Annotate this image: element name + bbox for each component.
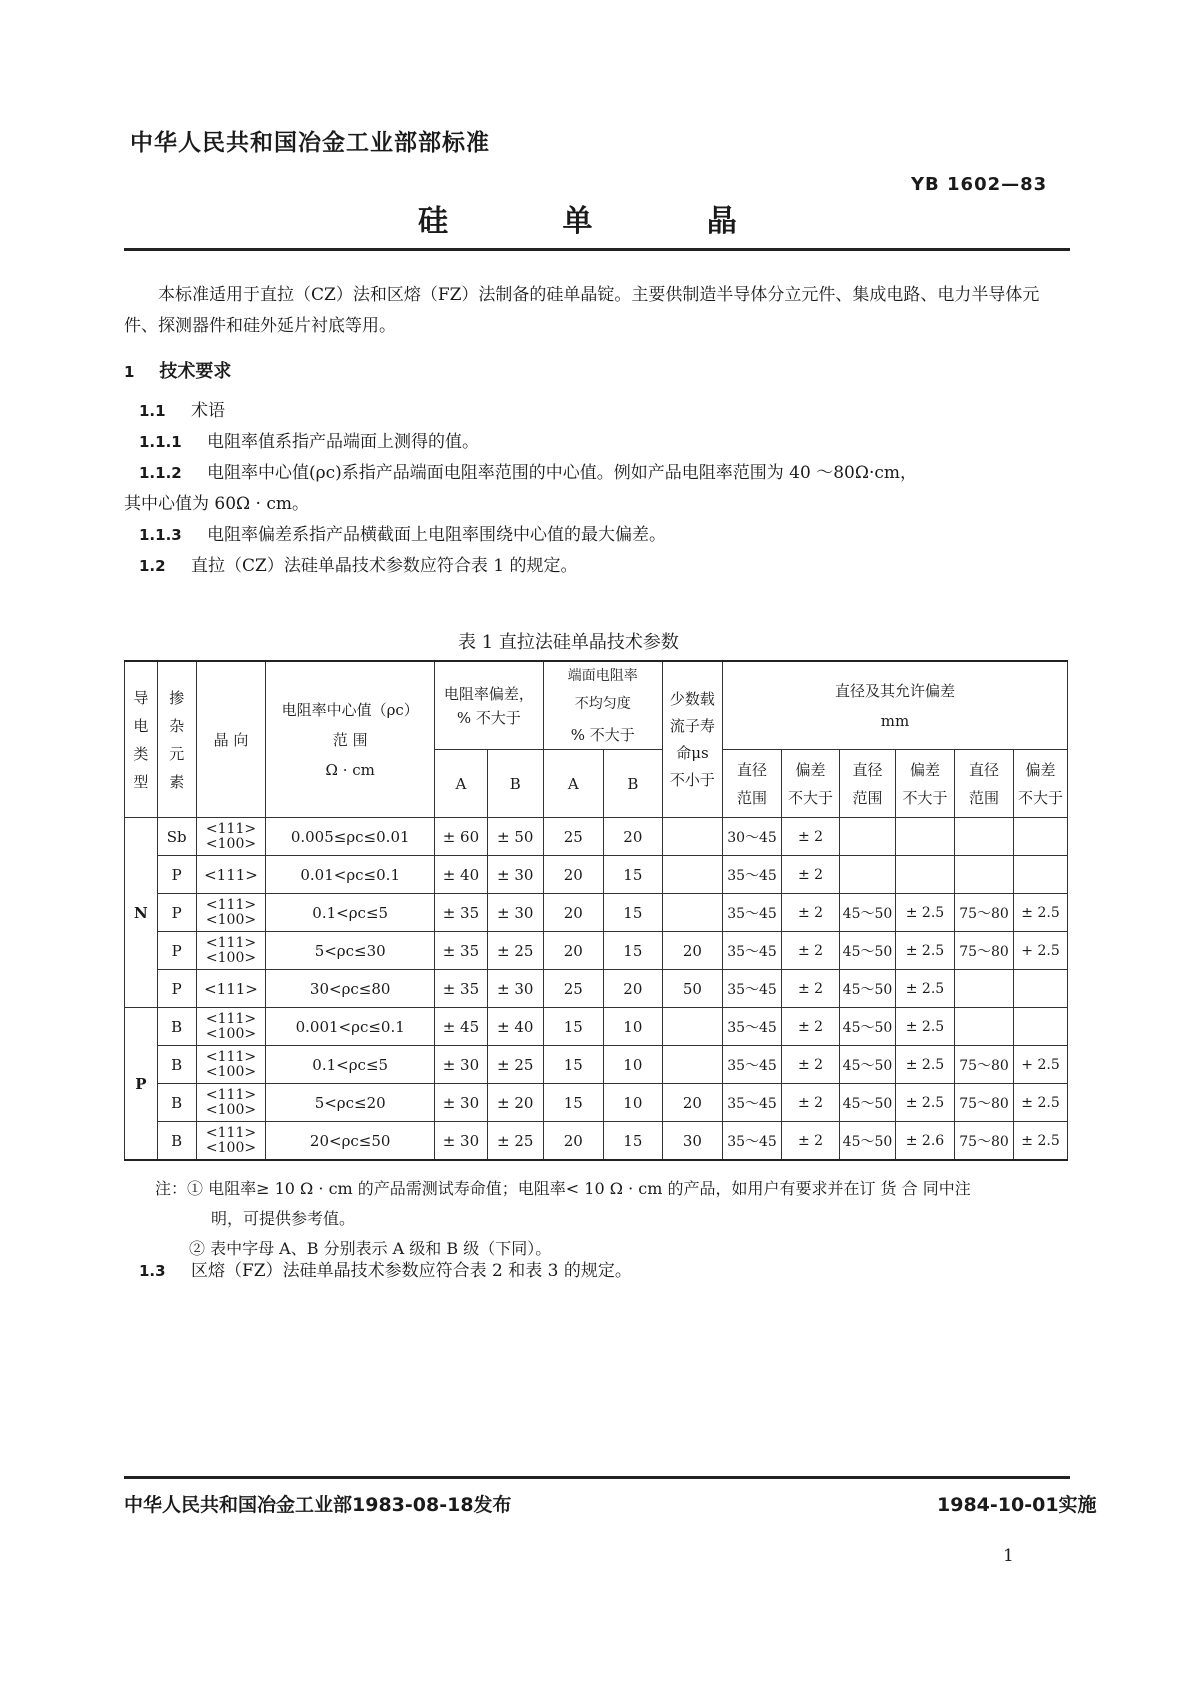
diameter-range-2-cell: 45～50 xyxy=(840,970,896,1008)
dopant-cell: Sb xyxy=(157,818,196,856)
header-dia-range: 直径 范围 xyxy=(722,750,781,818)
lifetime-cell: 30 xyxy=(662,1122,722,1161)
deviation-a-cell: ± 30 xyxy=(435,1046,488,1084)
clause-text: 直拉（CZ）法硅单晶技术参数应符合表 1 的规定。 xyxy=(191,556,578,576)
note-1-continued: 明，可提供参考值。 xyxy=(211,1209,356,1228)
clause-number: 1.3 xyxy=(139,1262,166,1280)
diameter-range-1-cell: 35～45 xyxy=(722,856,781,894)
deviation-b-cell: ± 30 xyxy=(487,970,543,1008)
nonuniformity-b-cell: 15 xyxy=(603,932,662,970)
diameter-dev-3-cell xyxy=(1014,818,1068,856)
orientation-cell xyxy=(196,1046,266,1084)
deviation-a-cell: ± 30 xyxy=(435,1084,488,1122)
diameter-dev-1-cell: ± 2 xyxy=(782,1008,840,1046)
diameter-range-3-cell xyxy=(955,856,1014,894)
section-number: 1 xyxy=(124,363,135,381)
resistivity-range-cell: 5<ρc≤30 xyxy=(266,932,435,970)
diameter-dev-3-cell xyxy=(1014,856,1068,894)
nonuniformity-a-cell: 15 xyxy=(543,1046,603,1084)
table-notes xyxy=(155,1174,1065,1264)
resistivity-range-cell: 0.005≤ρc≤0.01 xyxy=(266,818,435,856)
diameter-range-3-cell: 75～80 xyxy=(955,1046,1014,1084)
deviation-a-cell: ± 35 xyxy=(435,932,488,970)
deviation-a-cell: ± 45 xyxy=(435,1008,488,1046)
orientation-value: <100> xyxy=(205,1063,257,1080)
header-center-value: 电阻率中心值（ρc） 范 围 Ω · cm xyxy=(266,661,435,818)
header-deviation: 电阻率偏差， % 不大于 xyxy=(435,661,544,750)
diameter-dev-2-cell: ± 2.5 xyxy=(895,1046,954,1084)
deviation-b-cell: ± 20 xyxy=(487,1084,543,1122)
issuer-title: 中华人民共和国冶金工业部部标准 xyxy=(130,130,490,156)
diameter-range-2-cell: 45～50 xyxy=(840,1046,896,1084)
diameter-dev-1-cell: ± 2 xyxy=(782,1122,840,1161)
diameter-range-1-cell: 35～45 xyxy=(722,1046,781,1084)
orientation-value: <111> xyxy=(205,1010,257,1027)
diameter-dev-2-cell: ± 2.5 xyxy=(895,1084,954,1122)
diameter-range-3-cell xyxy=(955,970,1014,1008)
diameter-dev-1-cell: ± 2 xyxy=(782,1084,840,1122)
diameter-dev-3-cell xyxy=(1014,970,1068,1008)
clause-number: 1.1.2 xyxy=(139,464,182,482)
header-grade-a: A xyxy=(435,750,488,818)
nonuniformity-a-cell: 20 xyxy=(543,1122,603,1161)
section-title: 技术要求 xyxy=(159,361,232,382)
diameter-dev-2-cell xyxy=(895,818,954,856)
header-grade-b: B xyxy=(603,750,662,818)
intro-paragraph xyxy=(124,280,1069,342)
orientation-value: <111> xyxy=(205,820,257,837)
orientation-cell xyxy=(196,894,266,932)
orientation-cell xyxy=(196,1122,266,1161)
header-dia-range: 直径 范围 xyxy=(955,750,1014,818)
diameter-dev-3-cell: + 2.5 xyxy=(1014,932,1068,970)
nonuniformity-b-cell: 20 xyxy=(603,970,662,1008)
diameter-dev-3-cell: + 2.5 xyxy=(1014,1046,1068,1084)
diameter-dev-3-cell: ± 2.5 xyxy=(1014,1084,1068,1122)
deviation-b-cell: ± 25 xyxy=(487,932,543,970)
resistivity-range-cell: 0.001<ρc≤0.1 xyxy=(266,1008,435,1046)
note-1: ① 电阻率≥ 10 Ω · cm 的产品需测试寿命值；电阻率< 10 Ω · cm 的产品，如用户有要求并在订 货 合 同中注 xyxy=(187,1179,971,1198)
deviation-b-cell: ± 25 xyxy=(487,1046,543,1084)
diameter-range-1-cell: 35～45 xyxy=(722,1122,781,1161)
dopant-cell: B xyxy=(157,1046,196,1084)
diameter-range-1-cell: 35～45 xyxy=(722,894,781,932)
diameter-range-3-cell xyxy=(955,1008,1014,1046)
resistivity-range-cell: 20<ρc≤50 xyxy=(266,1122,435,1161)
deviation-b-cell: ± 30 xyxy=(487,856,543,894)
orientation-value: <100> xyxy=(205,1025,257,1042)
diameter-dev-1-cell: ± 2 xyxy=(782,894,840,932)
table-row xyxy=(125,970,1068,1008)
diameter-dev-3-cell: ± 2.5 xyxy=(1014,894,1068,932)
lifetime-cell: 20 xyxy=(662,932,722,970)
spec-table xyxy=(124,660,1068,1161)
orientation-value: <111> xyxy=(205,934,257,951)
diameter-dev-2-cell xyxy=(895,856,954,894)
lifetime-cell: 20 xyxy=(662,1084,722,1122)
table-row xyxy=(125,1046,1068,1084)
deviation-b-cell: ± 25 xyxy=(487,1122,543,1161)
clause-number: 1.1.3 xyxy=(139,526,182,544)
diameter-dev-2-cell: ± 2.5 xyxy=(895,894,954,932)
effective-date: 1984-10-01实施 xyxy=(937,1494,1097,1516)
header-nonuniformity: 端面电阻率 不均匀度 % 不大于 xyxy=(543,661,662,750)
clause-number: 1.2 xyxy=(139,557,166,575)
diameter-range-1-cell: 35～45 xyxy=(722,970,781,1008)
lifetime-cell: 50 xyxy=(662,970,722,1008)
diameter-dev-2-cell: ± 2.6 xyxy=(895,1122,954,1161)
deviation-a-cell: ± 35 xyxy=(435,970,488,1008)
header-conduct-type: 导 电 类 型 xyxy=(125,661,158,818)
header-dia-dev: 偏差 不大于 xyxy=(895,750,954,818)
diameter-range-1-cell: 35～45 xyxy=(722,932,781,970)
clause-text: 区熔（FZ）法硅单晶技术参数应符合表 2 和表 3 的规定。 xyxy=(191,1261,632,1281)
deviation-a-cell: ± 35 xyxy=(435,894,488,932)
nonuniformity-a-cell: 25 xyxy=(543,818,603,856)
diameter-dev-2-cell: ± 2.5 xyxy=(895,932,954,970)
diameter-range-2-cell: 45～50 xyxy=(840,932,896,970)
header-dia-dev: 偏差 不大于 xyxy=(1014,750,1068,818)
dopant-cell: P xyxy=(157,932,196,970)
diameter-dev-1-cell: ± 2 xyxy=(782,970,840,1008)
deviation-b-cell: ± 50 xyxy=(487,818,543,856)
orientation-value: <100> xyxy=(205,1101,257,1118)
orientation-cell xyxy=(196,1084,266,1122)
dopant-cell: P xyxy=(157,970,196,1008)
diameter-dev-2-cell: ± 2.5 xyxy=(895,970,954,1008)
conduct-type-cell: P xyxy=(125,1008,158,1161)
nonuniformity-a-cell: 15 xyxy=(543,1084,603,1122)
term-clauses xyxy=(124,396,1069,582)
header-dia-range: 直径 范围 xyxy=(840,750,896,818)
diameter-range-3-cell: 75～80 xyxy=(955,894,1014,932)
nonuniformity-b-cell: 15 xyxy=(603,894,662,932)
lifetime-cell xyxy=(662,1008,722,1046)
dopant-cell: B xyxy=(157,1122,196,1161)
nonuniformity-a-cell: 20 xyxy=(543,932,603,970)
deviation-b-cell: ± 40 xyxy=(487,1008,543,1046)
clause-text: 电阻率值系指产品端面上测得的值。 xyxy=(207,432,479,452)
orientation-value: <111> xyxy=(204,865,258,884)
dopant-cell: P xyxy=(157,856,196,894)
orientation-cell xyxy=(196,856,266,894)
table-row xyxy=(125,818,1068,856)
resistivity-range-cell: 0.1<ρc≤5 xyxy=(266,1046,435,1084)
diameter-range-3-cell: 75～80 xyxy=(955,1084,1014,1122)
diameter-dev-1-cell: ± 2 xyxy=(782,818,840,856)
lifetime-cell xyxy=(662,856,722,894)
table-row xyxy=(125,856,1068,894)
section-1-heading xyxy=(124,356,1069,388)
diameter-dev-1-cell: ± 2 xyxy=(782,932,840,970)
orientation-value: <111> xyxy=(205,1124,257,1141)
header-lifetime: 少数载 流子寿 命μs 不小于 xyxy=(662,661,722,818)
resistivity-range-cell: 30<ρc≤80 xyxy=(266,970,435,1008)
nonuniformity-a-cell: 20 xyxy=(543,894,603,932)
dopant-cell: B xyxy=(157,1084,196,1122)
orientation-value: <111> xyxy=(204,979,258,998)
diameter-range-1-cell: 30～45 xyxy=(722,818,781,856)
intro-text: 本标准适用于直拉（CZ）法和区熔（FZ）法制备的硅单晶锭。主要供制造半导体分立元件、集成电路、电力半导体元件、探测器件和硅外延片衬底等用。 xyxy=(124,285,1040,336)
orientation-cell xyxy=(196,970,266,1008)
dopant-cell: B xyxy=(157,1008,196,1046)
lifetime-cell xyxy=(662,818,722,856)
diameter-range-2-cell: 45～50 xyxy=(840,1084,896,1122)
nonuniformity-a-cell: 15 xyxy=(543,1008,603,1046)
diameter-range-2-cell: 45～50 xyxy=(840,894,896,932)
lifetime-cell xyxy=(662,894,722,932)
orientation-value: <111> xyxy=(205,1086,257,1103)
diameter-range-2-cell: 45～50 xyxy=(840,1008,896,1046)
bottom-rule xyxy=(124,1476,1070,1479)
orientation-value: <111> xyxy=(205,896,257,913)
dopant-cell: P xyxy=(157,894,196,932)
diameter-range-3-cell xyxy=(955,818,1014,856)
lifetime-cell xyxy=(662,1046,722,1084)
deviation-a-cell: ± 60 xyxy=(435,818,488,856)
orientation-value: <100> xyxy=(205,911,257,928)
diameter-dev-1-cell: ± 2 xyxy=(782,856,840,894)
diameter-range-2-cell: 45～50 xyxy=(840,1122,896,1161)
clause-text-continued: 其中心值为 60Ω · cm。 xyxy=(124,494,309,514)
clause-text: 电阻率偏差系指产品横截面上电阻率围绕中心值的最大偏差。 xyxy=(207,525,666,545)
diameter-dev-1-cell: ± 2 xyxy=(782,1046,840,1084)
orientation-value: <100> xyxy=(205,1139,257,1156)
clause-number: 1.1 xyxy=(139,402,166,420)
section-1-3 xyxy=(124,1256,1069,1287)
note-2: ② 表中字母 A、B 分别表示 A 级和 B 级（下同）。 xyxy=(189,1239,552,1258)
nonuniformity-a-cell: 25 xyxy=(543,970,603,1008)
table-row xyxy=(125,1008,1068,1046)
nonuniformity-a-cell: 20 xyxy=(543,856,603,894)
diameter-dev-3-cell xyxy=(1014,1008,1068,1046)
table-row xyxy=(125,1122,1068,1161)
notes-label: 注： xyxy=(155,1179,188,1198)
diameter-range-1-cell: 35～45 xyxy=(722,1084,781,1122)
orientation-value: <111> xyxy=(205,1048,257,1065)
header-grade-b: B xyxy=(487,750,543,818)
issue-date: 中华人民共和国冶金工业部1983-08-18发布 xyxy=(124,1494,512,1516)
page-number: 1 xyxy=(1003,1546,1014,1566)
nonuniformity-b-cell: 20 xyxy=(603,818,662,856)
clause-text: 术语 xyxy=(191,401,225,421)
standard-code: YB 1602—83 xyxy=(911,174,1048,195)
table-row xyxy=(125,1084,1068,1122)
diameter-range-3-cell: 75～80 xyxy=(955,932,1014,970)
diameter-range-2-cell xyxy=(840,856,896,894)
resistivity-range-cell: 0.1<ρc≤5 xyxy=(266,894,435,932)
header-dia-dev: 偏差 不大于 xyxy=(782,750,840,818)
nonuniformity-b-cell: 15 xyxy=(603,856,662,894)
deviation-b-cell: ± 30 xyxy=(487,894,543,932)
resistivity-range-cell: 0.01<ρc≤0.1 xyxy=(266,856,435,894)
conduct-type-cell: N xyxy=(125,818,158,1008)
deviation-a-cell: ± 40 xyxy=(435,856,488,894)
diameter-dev-2-cell: ± 2.5 xyxy=(895,1008,954,1046)
clause-text: 电阻率中心值(ρc)系指产品端面电阻率范围的中心值。例如产品电阻率范围为 40 ～80Ω·cm， xyxy=(207,463,917,483)
header-grade-a: A xyxy=(543,750,603,818)
deviation-a-cell: ± 30 xyxy=(435,1122,488,1161)
orientation-value: <100> xyxy=(205,835,257,852)
orientation-value: <100> xyxy=(205,949,257,966)
nonuniformity-b-cell: 10 xyxy=(603,1046,662,1084)
clause-number: 1.1.1 xyxy=(139,433,182,451)
header-dopant: 掺 杂 元 素 xyxy=(157,661,196,818)
table-body xyxy=(125,818,1068,1161)
header-diameter: 直径及其允许偏差 mm xyxy=(722,661,1067,750)
header-orientation: 晶 向 xyxy=(196,661,266,818)
document-title: 硅 单 晶 xyxy=(418,204,789,239)
diameter-range-3-cell: 75～80 xyxy=(955,1122,1014,1161)
nonuniformity-b-cell: 10 xyxy=(603,1008,662,1046)
nonuniformity-b-cell: 15 xyxy=(603,1122,662,1161)
diameter-range-2-cell xyxy=(840,818,896,856)
table-row xyxy=(125,894,1068,932)
nonuniformity-b-cell: 10 xyxy=(603,1084,662,1122)
top-rule xyxy=(124,248,1070,251)
diameter-range-1-cell: 35～45 xyxy=(722,1008,781,1046)
diameter-dev-3-cell: ± 2.5 xyxy=(1014,1122,1068,1161)
resistivity-range-cell: 5<ρc≤20 xyxy=(266,1084,435,1122)
orientation-cell xyxy=(196,932,266,970)
orientation-cell xyxy=(196,818,266,856)
orientation-cell xyxy=(196,1008,266,1046)
table-row xyxy=(125,932,1068,970)
table-caption: 表 1 直拉法硅单晶技术参数 xyxy=(458,632,679,653)
